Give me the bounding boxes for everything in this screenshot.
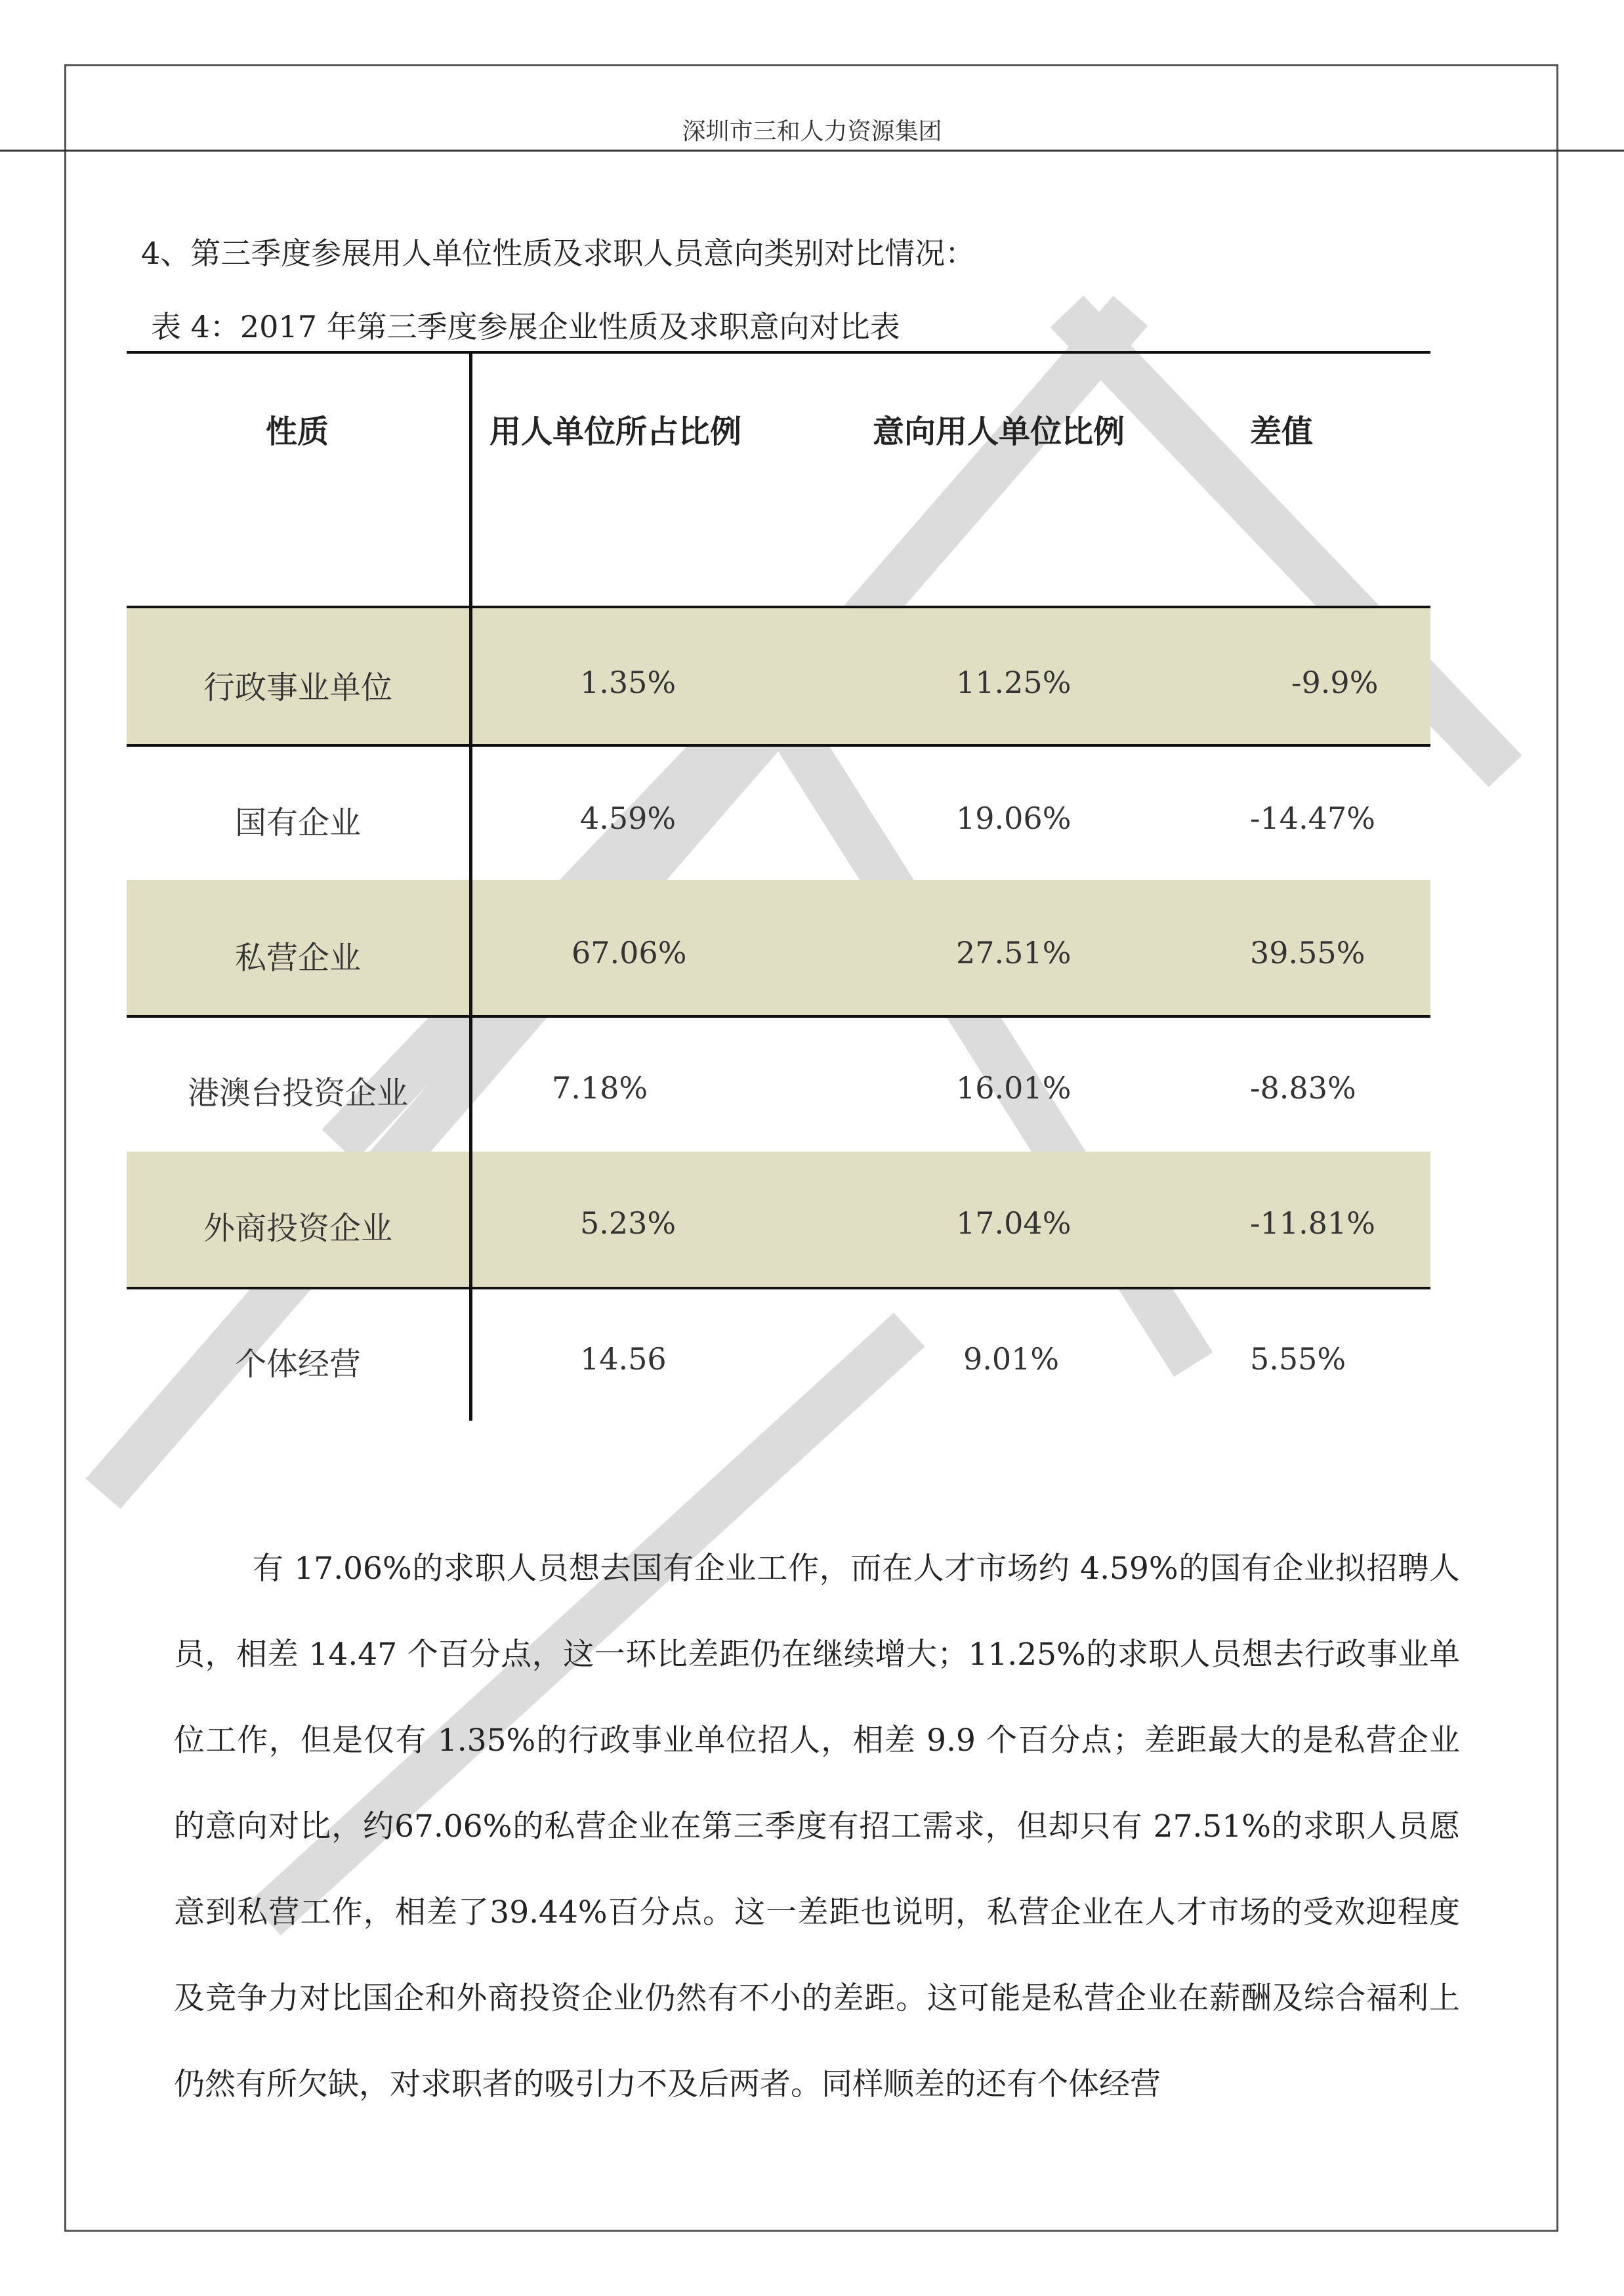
table-row-diff: 39.55% — [1250, 935, 1365, 971]
row-rule — [127, 744, 1430, 747]
header-employer-share: 用人单位所占比例 — [489, 413, 742, 450]
table-row-employer-share: 1.35% — [580, 665, 677, 700]
table-row-employer-share: 67.06% — [572, 935, 687, 971]
table-row-employer-share: 5.23% — [580, 1205, 677, 1241]
table-row-category: 国有企业 — [234, 804, 361, 841]
table-row-intent-share: 16.01% — [956, 1070, 1072, 1106]
table-row-category: 行政事业单位 — [203, 669, 392, 706]
table-row-category: 外商投资企业 — [203, 1210, 392, 1247]
table-row-intent-share: 17.04% — [956, 1205, 1072, 1241]
table-row-employer-share: 14.56 — [580, 1341, 667, 1377]
table-row-intent-share: 9.01% — [963, 1341, 1060, 1377]
table-top-rule — [127, 351, 1430, 354]
body-paragraph: 有 17.06%的求职人员想去国有企业工作，而在人才市场约 4.59%的国有企业拟招聘人员，相差 14.47 个百分点，这一环比差距仍在继续增大；11.25%的求职人员想去行政事业单位工作，但是仅有 1.35%的行政事业单位招人，相差 9.9 个百分点；差距最大的是私营企业的意向对比，约67.06%的私营企业在第三季度有招工需求，但却只有 27.51%的求职人员愿意到私营工作，相差了39.44%百分点。这一差距也说明，私营企业在人才市场的受欢迎程度及竞争力对比国企和外商投资企业仍然有不小的差距。这可能是私营企业在薪酬及综合福利上仍然有所欠缺，对求职者的吸引力不及后两者。同样顺差的还有个体经营 — [174, 1551, 1460, 2102]
comparison-table — [127, 351, 1430, 1421]
header-bottom-rule — [127, 606, 1430, 608]
header-divider — [0, 150, 1624, 152]
row-rule — [127, 1287, 1430, 1289]
table-row-category: 个体经营 — [234, 1346, 361, 1383]
table-row-intent-share: 27.51% — [956, 935, 1072, 971]
table-row-category: 私营企业 — [234, 940, 361, 976]
header-diff: 差值 — [1250, 413, 1314, 450]
table-caption: 表 4：2017 年第三季度参展企业性质及求职意向对比表 — [151, 309, 900, 344]
table-row-diff: -11.81% — [1250, 1205, 1375, 1241]
page-header-title: 深圳市三和人力资源集团 — [682, 118, 942, 145]
table-row-diff: -9.9% — [1291, 665, 1379, 700]
table-row-category: 港澳台投资企业 — [187, 1075, 408, 1112]
table-row-employer-share: 4.59% — [580, 801, 677, 836]
table-row-intent-share: 19.06% — [956, 801, 1072, 836]
table-row-employer-share: 7.18% — [552, 1070, 648, 1106]
header-category: 性质 — [266, 413, 329, 450]
row-rule — [127, 1015, 1430, 1018]
table-row-diff: -14.47% — [1250, 801, 1375, 836]
header-intent-share: 意向用人单位比例 — [873, 413, 1125, 450]
column-divider — [469, 351, 472, 1421]
table-row-intent-share: 11.25% — [956, 665, 1072, 700]
table-row-diff: 5.55% — [1250, 1341, 1346, 1377]
section-heading: 4、第三季度参展用人单位性质及求职人员意向类别对比情况： — [141, 236, 976, 271]
table-row-diff: -8.83% — [1250, 1070, 1356, 1106]
